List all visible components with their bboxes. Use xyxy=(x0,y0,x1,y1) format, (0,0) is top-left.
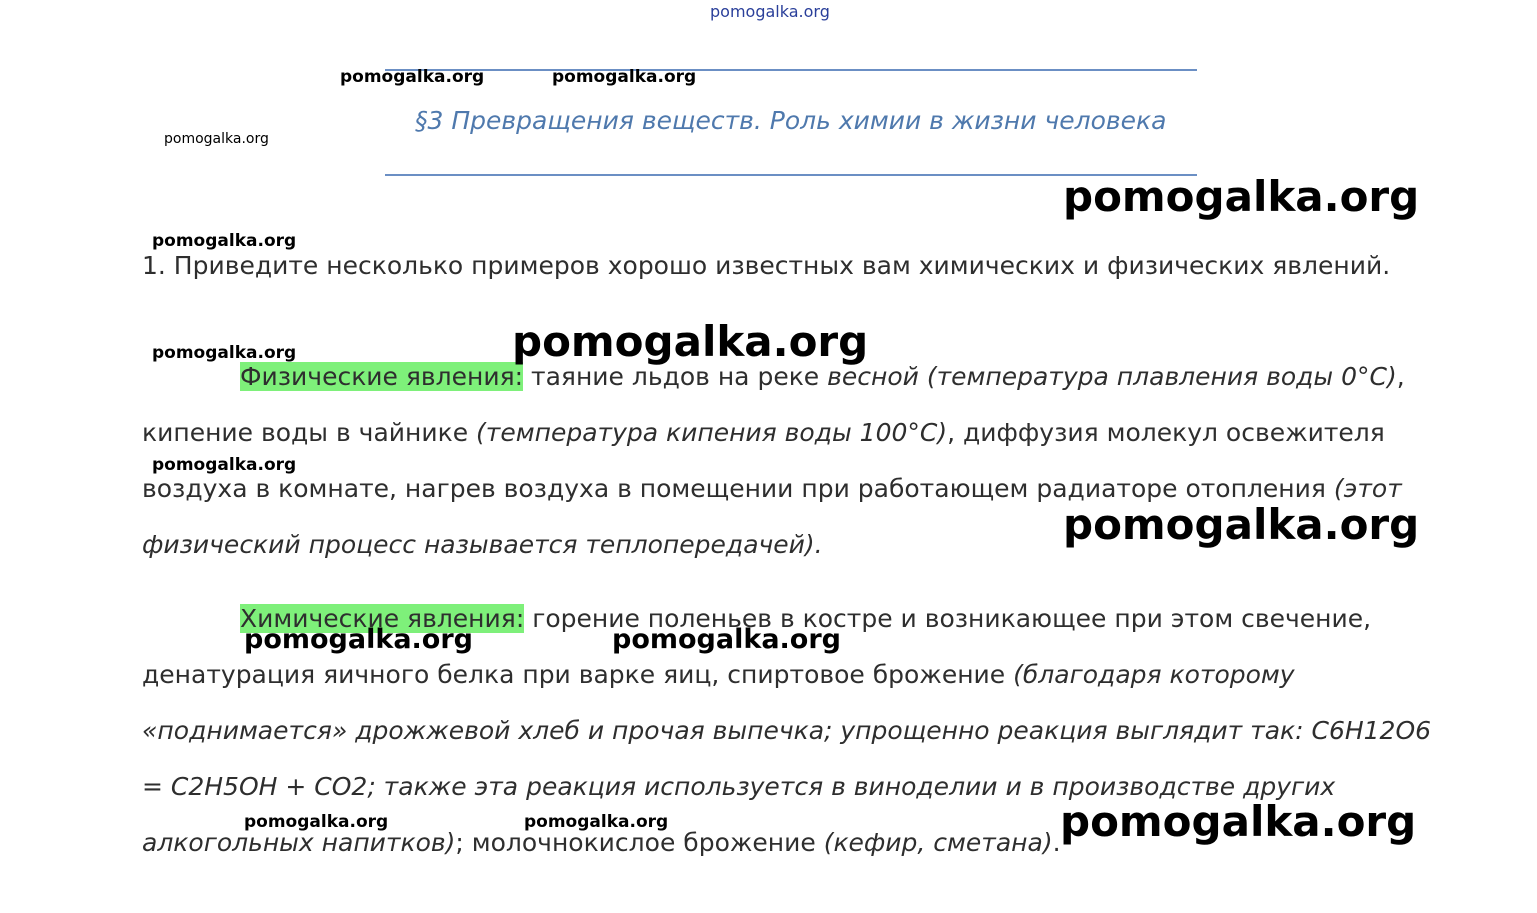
physical-line-2 xyxy=(142,417,1385,449)
physical-line-4: физический процесс называется теплопередачей). xyxy=(142,530,823,559)
chemical-line-5-c: (кефир, сметана) xyxy=(823,828,1053,857)
chemical-line-5-a: алкогольных напитков) xyxy=(142,828,456,857)
watermark: pomogalka.org xyxy=(1063,172,1420,221)
chemical-line-2 xyxy=(142,659,1295,691)
chemical-label: Химические явления: xyxy=(240,604,525,633)
watermark: pomogalka.org xyxy=(244,624,473,655)
physical-line-1-c: , xyxy=(1396,362,1405,391)
title-top-rule xyxy=(385,69,1197,71)
question-text: 1. Приведите несколько примеров хорошо известных вам химических и физических явлений. xyxy=(142,251,1391,280)
chemical-line-4: = C2H5OH + CO2; также эта реакция используется в виноделии и в производстве других xyxy=(142,772,1336,801)
chemical-line-5-d: . xyxy=(1052,828,1061,857)
physical-line-1-b: весной (температура плавления воды 0°C) xyxy=(827,362,1397,391)
watermark: pomogalka.org xyxy=(152,231,297,251)
watermark: pomogalka.org xyxy=(152,455,297,475)
watermark: pomogalka.org xyxy=(152,343,297,363)
watermark: pomogalka.org xyxy=(164,131,269,147)
watermark: pomogalka.org xyxy=(1063,500,1420,549)
watermark: pomogalka.org xyxy=(612,624,841,655)
chemical-line-2-b: (благодаря которому xyxy=(1013,660,1295,689)
watermark: pomogalka.org xyxy=(244,812,389,832)
watermark: pomogalka.org xyxy=(340,67,485,87)
chemical-line-1-text: горение поленьев в костре и возникающее при этом свечение, xyxy=(524,604,1372,633)
watermark: pomogalka.org xyxy=(512,317,869,366)
physical-line-3-b: (этот xyxy=(1333,474,1402,503)
physical-line-2-c: , диффузия молекул освежителя xyxy=(947,418,1385,447)
physical-line-3-a: воздуха в комнате, нагрев воздуха в помещении при работающем радиаторе отопления xyxy=(142,474,1334,503)
physical-line-2-b: (температура кипения воды 100°C) xyxy=(476,418,948,447)
physical-line-1-a: таяние льдов на реке xyxy=(523,362,828,391)
section-title: §3 Превращения веществ. Роль химии в жизни человека xyxy=(415,106,1167,135)
watermark: pomogalka.org xyxy=(552,67,697,87)
watermark: pomogalka.org xyxy=(524,812,669,832)
watermark: pomogalka.org xyxy=(1060,797,1417,846)
chemical-line-3: «поднимается» дрожжевой хлеб и прочая выпечка; упрощенно реакция выглядит так: C6H12O6 xyxy=(142,716,1432,745)
chemical-line-5-b: ; молочнокислое брожение xyxy=(455,828,824,857)
physical-line-2-a: кипение воды в чайнике xyxy=(142,418,477,447)
physical-label: Физические явления: xyxy=(240,362,524,391)
chemical-line-2-a: денатурация яичного белка при варке яиц, спиртовое брожение xyxy=(142,660,1014,689)
header-watermark: pomogalka.org xyxy=(710,2,830,21)
